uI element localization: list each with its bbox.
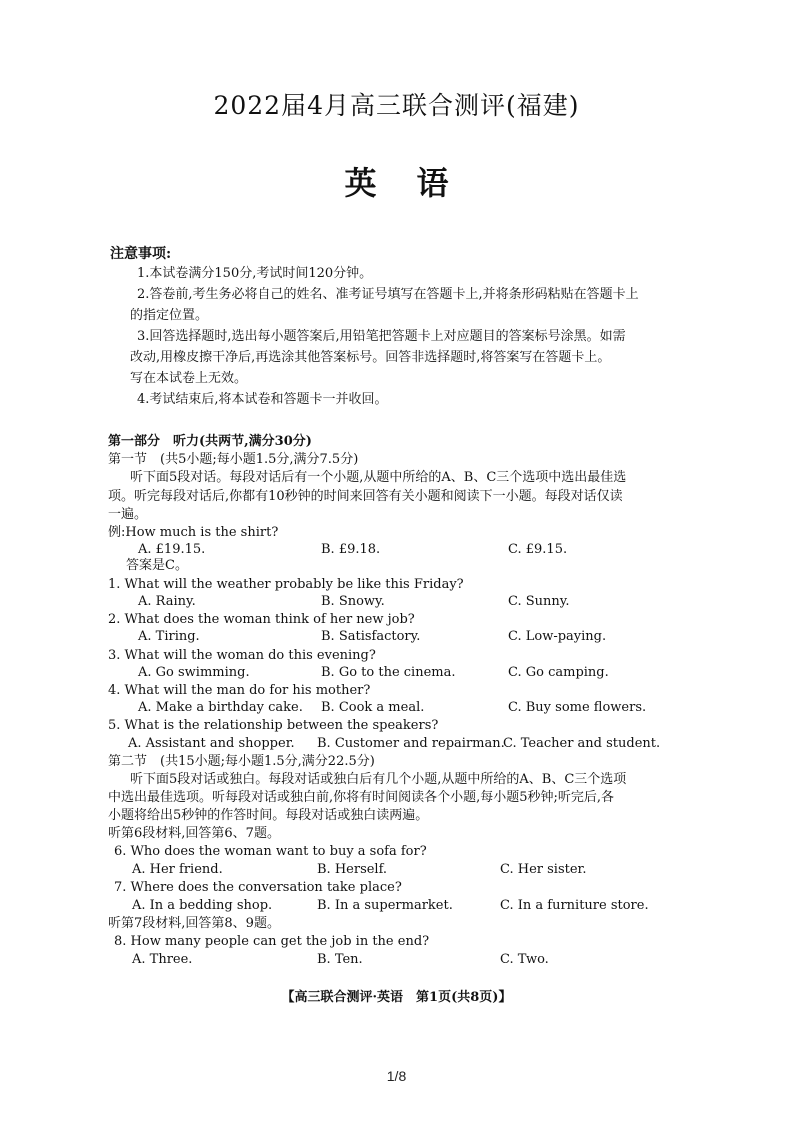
option-b: B. Customer and repairman. [317, 736, 505, 751]
option-c: C. Teacher and student. [503, 736, 661, 751]
option-a: A. Rainy. [138, 594, 196, 609]
section1-instruction: 项。听完每段对话后,你都有10秒钟的时间来回答有关小题和阅读下一小题。每段对话仅读 [108, 489, 623, 504]
page-footer: 【高三联合测评·英语 第1页(共8页)】 [281, 990, 512, 1005]
section2-instruction: 中选出最佳选项。听每段对话或独白前,你将有时间阅读各个小题,每小题5秒钟;听完后,各 [108, 790, 615, 805]
option-c: C. Low-paying. [508, 629, 607, 644]
question-text: 2. What does the woman think of her new job? [108, 612, 415, 627]
option-c: C. Go camping. [508, 665, 609, 680]
option-c: C. In a furniture store. [500, 898, 649, 913]
option-c: C. Two. [500, 952, 549, 967]
exam-title: 2022届4月高三联合测评(福建) [213, 91, 580, 120]
question-text: 4. What will the man do for his mother? [108, 683, 371, 698]
subject-title: 英语 [344, 164, 489, 202]
option-b: B. Snowy. [321, 594, 385, 609]
group-heading: 听第7段材料,回答第8、9题。 [108, 916, 280, 931]
option-a: A. Go swimming. [138, 665, 250, 680]
notice-item: 改动,用橡皮擦干净后,再选涂其他答案标号。回答非选择题时,将答案写在答题卡上。 [130, 350, 611, 365]
option-b: B. Cook a meal. [321, 700, 425, 715]
example-answer: 答案是C。 [126, 558, 188, 573]
question-text: 8. How many people can get the job in the end? [114, 934, 430, 949]
notice-heading: 注意事项: [110, 246, 172, 262]
section1-instruction: 一遍。 [108, 507, 148, 522]
notice-item: 2.答卷前,考生务必将自己的姓名、准考证号填写在答题卡上,并将条形码粘贴在答题卡上 [137, 287, 639, 302]
notice-item: 的指定位置。 [130, 308, 209, 323]
part1-heading: 第一部分 听力(共两节,满分30分) [108, 434, 312, 449]
section2-heading: 第二节 (共15小题;每小题1.5分,满分22.5分) [108, 754, 375, 769]
question-text: 6. Who does the woman want to buy a sofa for? [114, 844, 427, 859]
example-question: 例:How much is the shirt? [108, 525, 279, 540]
option-b: B. In a supermarket. [317, 898, 453, 913]
example-option-b: B. £9.18. [321, 542, 381, 557]
option-a: A. Assistant and shopper. [128, 736, 295, 751]
example-option-c: C. £9.15. [508, 542, 568, 557]
option-b: B. Ten. [317, 952, 363, 967]
option-a: A. Three. [132, 952, 193, 967]
option-c: C. Sunny. [508, 594, 570, 609]
example-option-a: A. £19.15. [138, 542, 206, 557]
notice-item: 4.考试结束后,将本试卷和答题卡一并收回。 [137, 392, 388, 407]
option-c: C. Her sister. [500, 862, 587, 877]
question-text: 7. Where does the conversation take place? [114, 880, 402, 895]
option-b: B. Go to the cinema. [321, 665, 456, 680]
section2-instruction: 小题将给出5秒钟的作答时间。每段对话或独白读两遍。 [108, 808, 429, 823]
option-a: A. Tiring. [138, 629, 200, 644]
option-c: C. Buy some flowers. [508, 700, 647, 715]
question-text: 5. What is the relationship between the speakers? [108, 718, 439, 733]
option-a: A. Make a birthday cake. [138, 700, 303, 715]
section1-heading: 第一节 (共5小题;每小题1.5分,满分7.5分) [108, 452, 359, 467]
notice-item: 1.本试卷满分150分,考试时间120分钟。 [137, 266, 373, 281]
option-b: B. Satisfactory. [321, 629, 421, 644]
question-text: 3. What will the woman do this evening? [108, 648, 376, 663]
option-a: A. In a bedding shop. [132, 898, 273, 913]
section2-instruction: 听下面5段对话或独白。每段对话或独白后有几个小题,从题中所给的A、B、C三个选项 [130, 772, 627, 787]
group-heading: 听第6段材料,回答第6、7题。 [108, 826, 280, 841]
section1-instruction: 听下面5段对话。每段对话后有一个小题,从题中所给的A、B、C三个选项中选出最佳选 [130, 470, 627, 485]
page-indicator: 1/8 [386, 1068, 407, 1084]
notice-item: 3.回答选择题时,选出每小题答案后,用铅笔把答题卡上对应题目的答案标号涂黑。如需 [137, 329, 626, 344]
option-a: A. Her friend. [132, 862, 223, 877]
option-b: B. Herself. [317, 862, 388, 877]
notice-item: 写在本试卷上无效。 [130, 371, 248, 386]
question-text: 1. What will the weather probably be like this Friday? [108, 577, 464, 592]
